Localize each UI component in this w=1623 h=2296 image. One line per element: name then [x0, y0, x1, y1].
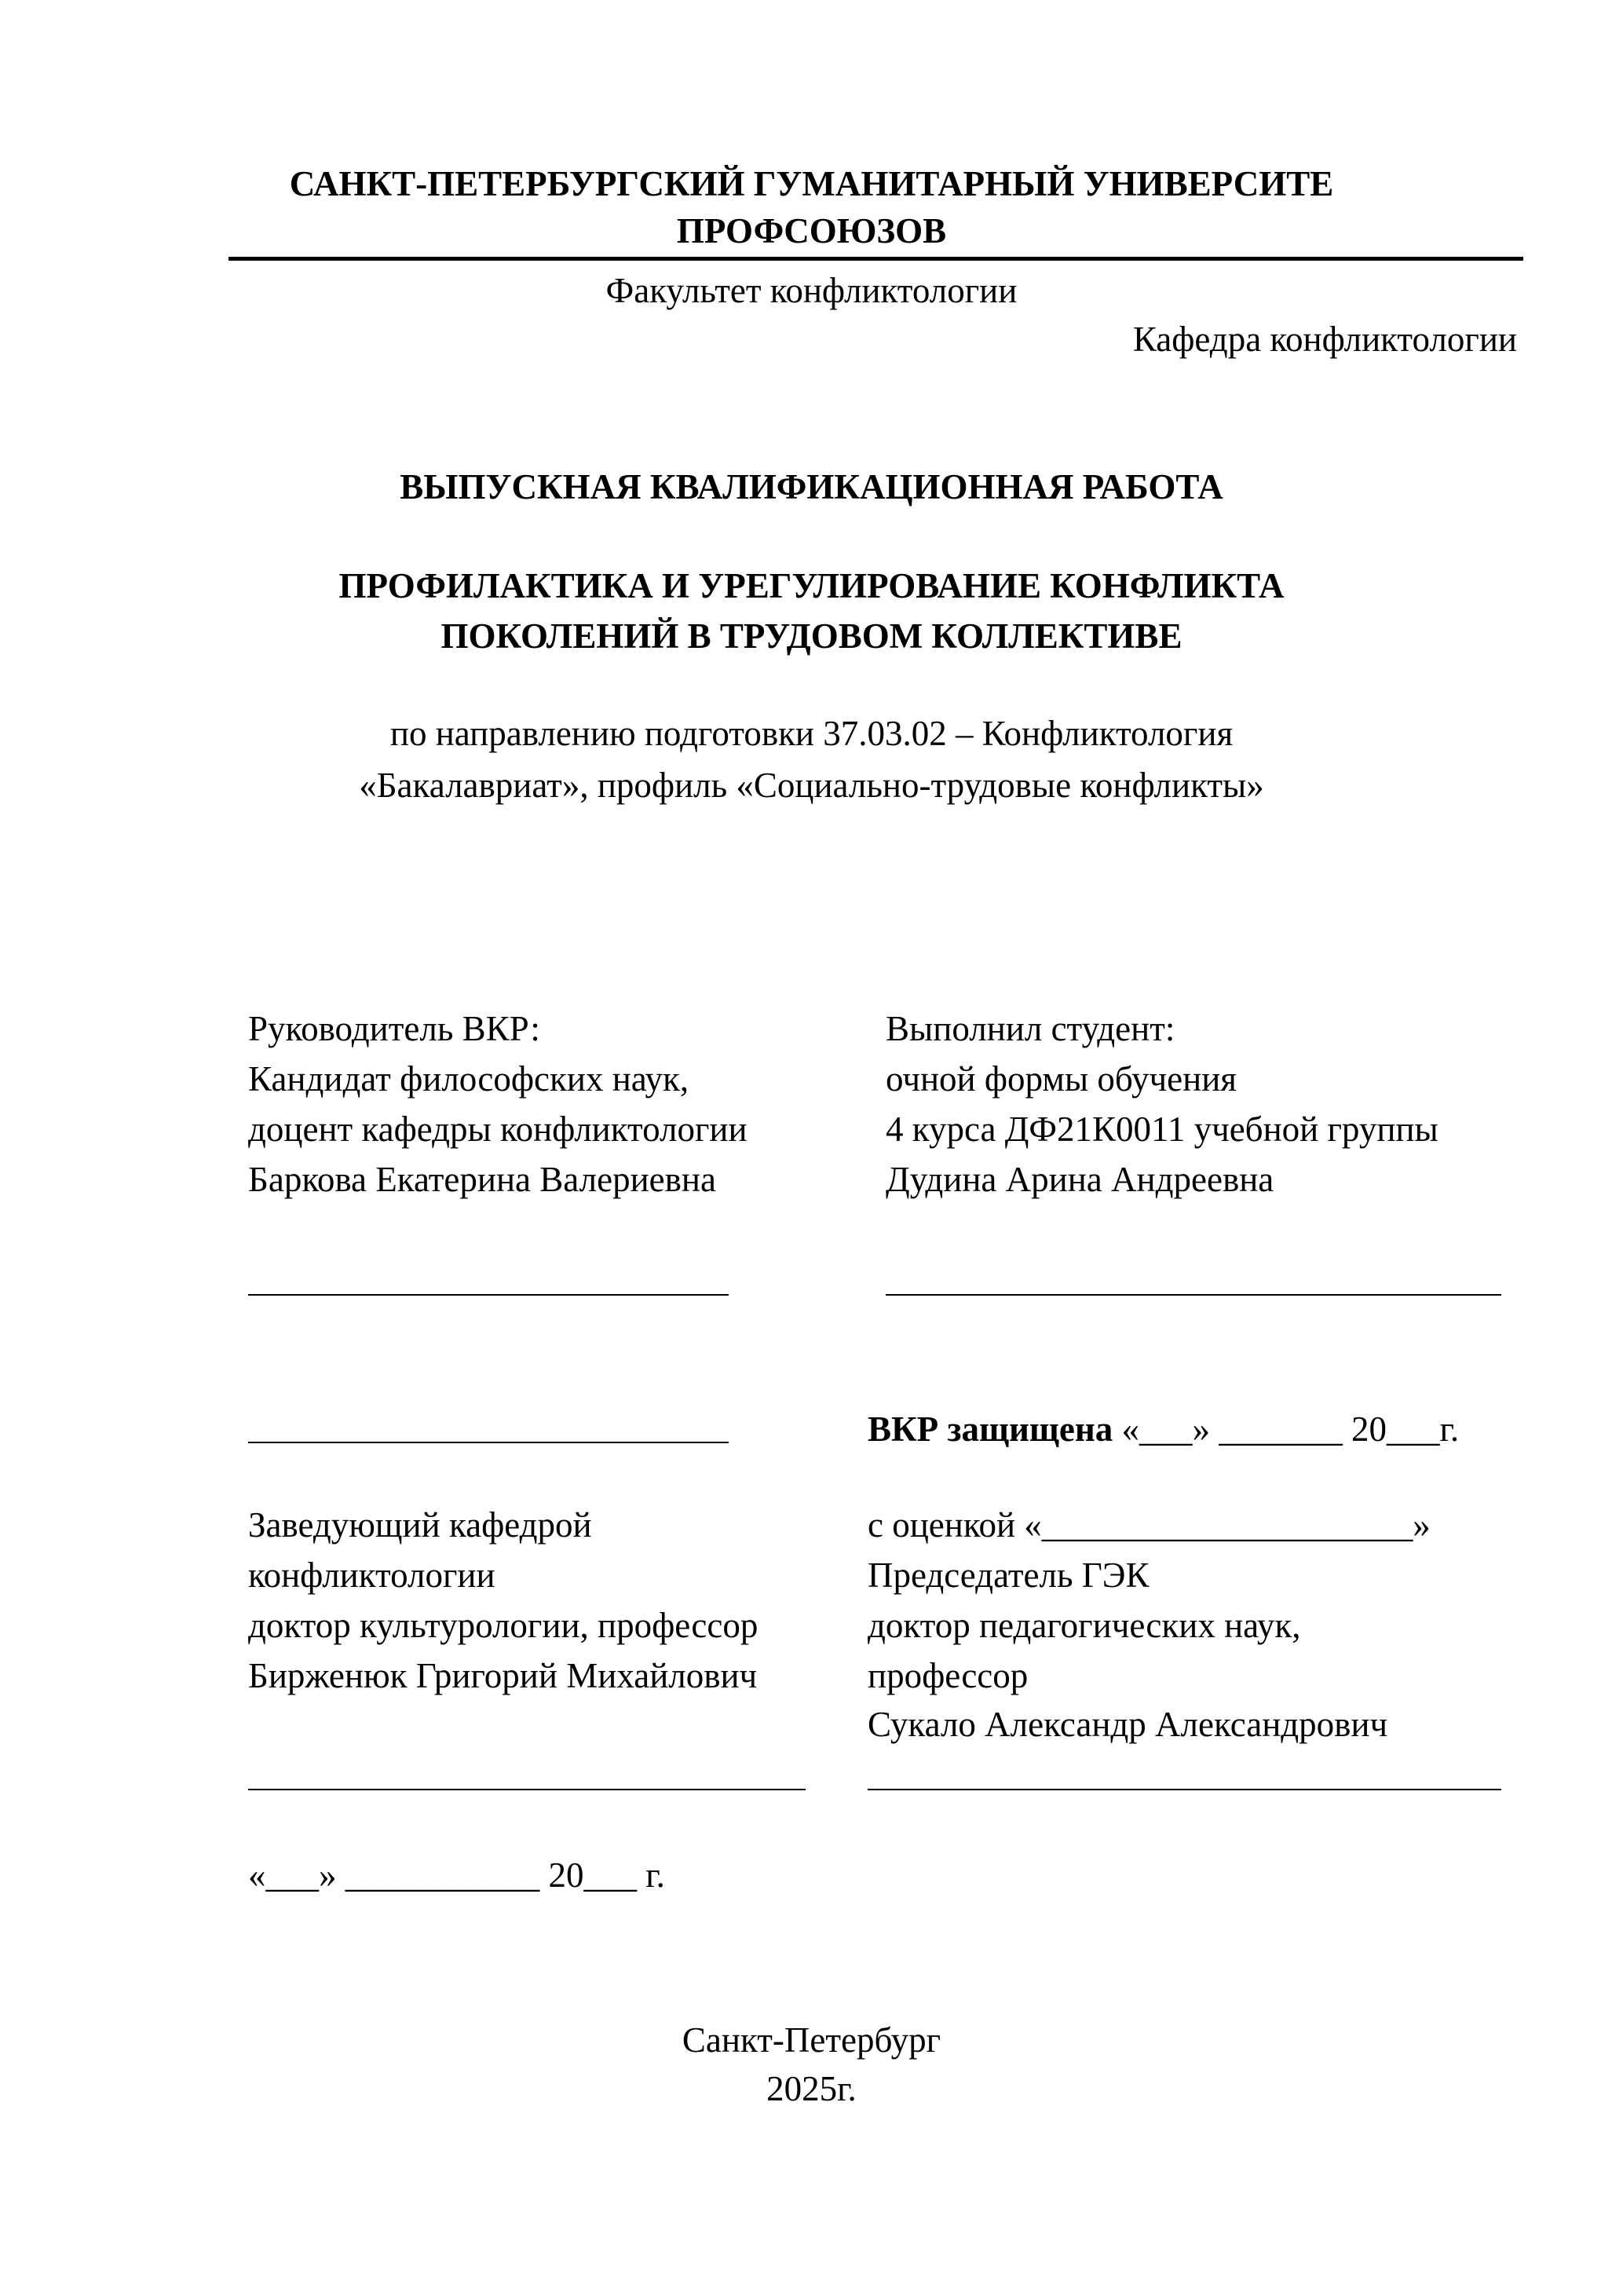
extra-signature-line	[248, 1442, 729, 1443]
university-name-line2: ПРОФСОЮЗОВ	[676, 211, 947, 250]
student-form: очной формы обучения	[886, 1059, 1237, 1099]
university-name-line1: САНКТ-ПЕТЕРБУРГСКИЙ ГУМАНИТАРНЫЙ УНИВЕРСИТЕ	[289, 164, 1334, 203]
defense-date	[868, 1409, 1460, 1449]
head-dept: конфликтологии	[248, 1556, 495, 1595]
supervisor-degree: Кандидат философских наук,	[248, 1059, 689, 1099]
supervisor-position: доцент кафедры конфликтологии	[248, 1110, 748, 1149]
head-signature-line	[248, 1789, 806, 1790]
footer-city: Санкт-Петербург	[682, 2020, 941, 2060]
supervisor-name: Баркова Екатерина Валериевна	[248, 1160, 716, 1199]
direction-line2: «Бакалавриат», профиль «Социально-трудовые конфликты»	[359, 766, 1264, 805]
direction-line1: по направлению подготовки 37.03.02 – Конфликтология	[389, 714, 1234, 753]
work-type-heading: ВЫПУСКНАЯ КВАЛИФИКАЦИОННАЯ РАБОТА	[400, 467, 1223, 506]
work-topic-line2: ПОКОЛЕНИЙ В ТРУДОВОМ КОЛЛЕКТИВЕ	[440, 616, 1183, 656]
faculty-name: Факультет конфликтологии	[605, 271, 1018, 310]
defense-grade: с оценкой «_____________________»	[868, 1505, 1431, 1545]
student-label: Выполнил студент:	[886, 1009, 1175, 1048]
head-degree: доктор культурологии, профессор	[248, 1606, 758, 1645]
student-name: Дудина Арина Андреевна	[886, 1160, 1274, 1199]
header-rule	[228, 257, 1523, 261]
head-name: Бирженюк Григорий Михайлович	[248, 1656, 758, 1695]
student-signature-line	[886, 1294, 1501, 1296]
chair-signature-line	[868, 1789, 1501, 1790]
chair-label: Председатель ГЭК	[868, 1556, 1150, 1595]
supervisor-signature-line	[248, 1294, 729, 1296]
head-date-blank: «___» ___________ 20___ г.	[248, 1855, 665, 1895]
footer-year: 2025г.	[766, 2069, 857, 2108]
work-topic-line1: ПРОФИЛАКТИКА И УРЕГУЛИРОВАНИЕ КОНФЛИКТА	[338, 566, 1285, 605]
defense-label: ВКР защищена	[868, 1409, 1113, 1449]
chair-degree: доктор педагогических наук,	[868, 1606, 1301, 1645]
chair-name: Сукало Александр Александрович	[868, 1705, 1388, 1744]
defense-date-blank: «___» _______ 20___г.	[1113, 1409, 1460, 1449]
supervisor-label: Руководитель ВКР:	[248, 1009, 540, 1048]
head-label: Заведующий кафедрой	[248, 1505, 592, 1545]
department-name: Кафедра конфликтологии	[1132, 320, 1517, 359]
student-group: 4 курса ДФ21К0011 учебной группы	[886, 1110, 1438, 1149]
chair-title: профессор	[868, 1656, 1029, 1695]
